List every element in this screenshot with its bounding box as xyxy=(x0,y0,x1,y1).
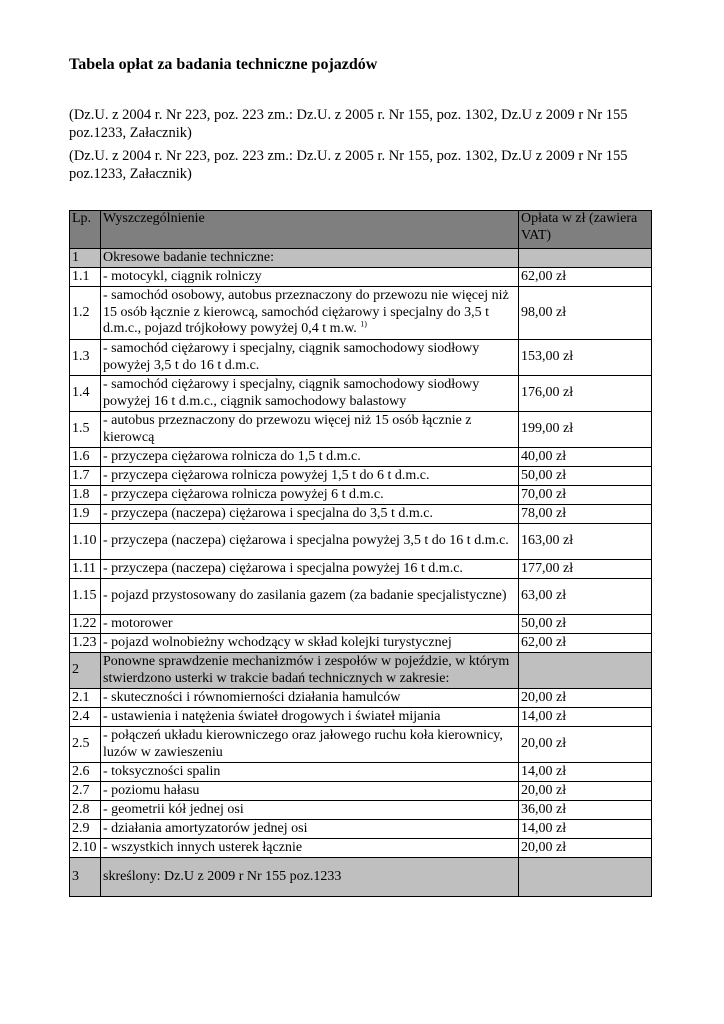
row-lp: 1.22 xyxy=(70,615,101,634)
table-row xyxy=(70,448,652,467)
row-fee: 20,00 zł xyxy=(519,782,652,801)
table-row xyxy=(70,689,652,708)
row-lp: 2.4 xyxy=(70,708,101,727)
row-fee: 36,00 zł xyxy=(519,801,652,820)
table-row xyxy=(70,782,652,801)
row-description: - geometrii kół jednej osi xyxy=(101,801,519,820)
row-fee: 20,00 zł xyxy=(519,839,652,858)
row-description: skreślony: Dz.U z 2009 r Nr 155 poz.1233 xyxy=(101,858,519,897)
row-description xyxy=(101,287,519,340)
row-lp: 1.7 xyxy=(70,467,101,486)
row-fee: 78,00 zł xyxy=(519,505,652,524)
row-fee: 62,00 zł xyxy=(519,634,652,653)
row-description: - przyczepa ciężarowa rolnicza powyżej 6 t d.m.c. xyxy=(101,486,519,505)
row-fee: 98,00 zł xyxy=(519,287,652,340)
row-fee: 40,00 zł xyxy=(519,448,652,467)
section-row xyxy=(70,653,652,689)
row-fee: 50,00 zł xyxy=(519,615,652,634)
row-lp: 2.9 xyxy=(70,820,101,839)
row-description: - przyczepa ciężarowa rolnicza powyżej 1,5 t do 6 t d.m.c. xyxy=(101,467,519,486)
row-description: - toksyczności spalin xyxy=(101,763,519,782)
table-row xyxy=(70,708,652,727)
row-fee: 20,00 zł xyxy=(519,689,652,708)
row-lp: 1.3 xyxy=(70,340,101,376)
row-lp: 2 xyxy=(70,653,101,689)
table-row xyxy=(70,340,652,376)
row-lp: 2.7 xyxy=(70,782,101,801)
table-row xyxy=(70,486,652,505)
table-row xyxy=(70,801,652,820)
row-description: - połączeń układu kierowniczego oraz jałowego ruchu koła kierownicy, luzów w zawieszeniu xyxy=(101,727,519,763)
table-row xyxy=(70,524,652,560)
row-description: - pojazd wolnobieżny wchodzący w skład kolejki turystycznej xyxy=(101,634,519,653)
row-lp: 1.23 xyxy=(70,634,101,653)
table-header-row xyxy=(70,211,652,249)
row-fee: 153,00 zł xyxy=(519,340,652,376)
row-description-text: - samochód osobowy, autobus przeznaczony do przewozu nie więcej niż 15 osób łącznie z kierowcą, samochód ciężarowy i specjalny do 3,5 t d.m.c., pojazd trójkołowy powyżej 0,4 t m.w. xyxy=(103,288,509,337)
table-row xyxy=(70,839,652,858)
legal-reference: (Dz.U. z 2004 r. Nr 223, poz. 223 zm.: Dz.U. z 2005 r. Nr 155, poz. 1302, Dz.U z 2009 r Nr 155 poz.1233, Załacznik) xyxy=(69,107,628,141)
row-lp: 1.11 xyxy=(70,560,101,579)
section-row xyxy=(70,249,652,268)
row-lp: 1 xyxy=(70,249,101,268)
row-lp: 2.8 xyxy=(70,801,101,820)
footnote-mark: 1) xyxy=(360,319,367,329)
table-row xyxy=(70,763,652,782)
row-lp: 1.4 xyxy=(70,376,101,412)
row-fee: 20,00 zł xyxy=(519,727,652,763)
row-description: - pojazd przystosowany do zasilania gazem (za badanie specjalistyczne) xyxy=(101,579,519,615)
row-description: - przyczepa (naczepa) ciężarowa i specjalna do 3,5 t d.m.c. xyxy=(101,505,519,524)
row-lp: 2.1 xyxy=(70,689,101,708)
row-description: - autobus przeznaczony do przewozu więcej niż 15 osób łącznie z kierowcą xyxy=(101,412,519,448)
row-lp: 2.5 xyxy=(70,727,101,763)
row-lp: 1.9 xyxy=(70,505,101,524)
row-fee: 199,00 zł xyxy=(519,412,652,448)
row-lp: 1.6 xyxy=(70,448,101,467)
row-lp: 1.2 xyxy=(70,287,101,340)
table-row xyxy=(70,634,652,653)
row-description: - samochód ciężarowy i specjalny, ciągnik samochodowy siodłowy powyżej 16 t d.m.c., ciągnik samochodowy balastowy xyxy=(101,376,519,412)
header-lp: Lp. xyxy=(70,211,101,249)
table-row xyxy=(70,412,652,448)
header-description: Wyszczególnienie xyxy=(101,211,519,249)
fee-table xyxy=(69,210,652,897)
row-description: - samochód ciężarowy i specjalny, ciągnik samochodowy siodłowy powyżej 3,5 t do 16 t d.m.c. xyxy=(101,340,519,376)
row-description: - ustawienia i natężenia świateł drogowych i świateł mijania xyxy=(101,708,519,727)
table-row xyxy=(70,467,652,486)
row-lp: 3 xyxy=(70,858,101,897)
table-row xyxy=(70,505,652,524)
row-fee: 63,00 zł xyxy=(519,579,652,615)
row-lp: 1.15 xyxy=(70,579,101,615)
row-lp: 1.5 xyxy=(70,412,101,448)
row-lp: 2.6 xyxy=(70,763,101,782)
row-lp: 1.8 xyxy=(70,486,101,505)
table-row xyxy=(70,560,652,579)
row-fee: 14,00 zł xyxy=(519,763,652,782)
row-fee: 14,00 zł xyxy=(519,708,652,727)
row-lp: 1.10 xyxy=(70,524,101,560)
row-fee xyxy=(519,249,652,268)
row-description: - poziomu hałasu xyxy=(101,782,519,801)
header-fee: Opłata w zł (zawiera VAT) xyxy=(519,211,652,249)
table-row xyxy=(70,615,652,634)
row-description: - przyczepa ciężarowa rolnicza do 1,5 t d.m.c. xyxy=(101,448,519,467)
row-description: Okresowe badanie techniczne: xyxy=(101,249,519,268)
table-row xyxy=(70,579,652,615)
table-row xyxy=(70,268,652,287)
row-fee xyxy=(519,653,652,689)
row-description: Ponowne sprawdzenie mechanizmów i zespołów w pojeździe, w którym stwierdzono usterki w trakcie badań technicznych w zakresie: xyxy=(101,653,519,689)
row-description: - skuteczności i równomierności działania hamulców xyxy=(101,689,519,708)
row-fee: 176,00 zł xyxy=(519,376,652,412)
row-description: - motocykl, ciągnik rolniczy xyxy=(101,268,519,287)
table-row xyxy=(70,376,652,412)
row-fee xyxy=(519,858,652,897)
row-description: - przyczepa (naczepa) ciężarowa i specjalna powyżej 3,5 t do 16 t d.m.c. xyxy=(101,524,519,560)
legal-reference: (Dz.U. z 2004 r. Nr 223, poz. 223 zm.: Dz.U. z 2005 r. Nr 155, poz. 1302, Dz.U z 2009 r Nr 155 poz.1233, Załacznik) xyxy=(69,148,628,182)
row-lp: 1.1 xyxy=(70,268,101,287)
row-fee: 163,00 zł xyxy=(519,524,652,560)
section-row xyxy=(70,858,652,897)
table-row xyxy=(70,287,652,340)
row-description: - wszystkich innych usterek łącznie xyxy=(101,839,519,858)
document-title: Tabela opłat za badania techniczne pojazdów xyxy=(69,56,378,73)
row-fee: 70,00 zł xyxy=(519,486,652,505)
row-fee: 177,00 zł xyxy=(519,560,652,579)
row-fee: 50,00 zł xyxy=(519,467,652,486)
table-row xyxy=(70,727,652,763)
row-lp: 2.10 xyxy=(70,839,101,858)
table-row xyxy=(70,820,652,839)
row-description: - przyczepa (naczepa) ciężarowa i specjalna powyżej 16 t d.m.c. xyxy=(101,560,519,579)
row-fee: 62,00 zł xyxy=(519,268,652,287)
row-fee: 14,00 zł xyxy=(519,820,652,839)
row-description: - działania amortyzatorów jednej osi xyxy=(101,820,519,839)
row-description: - motorower xyxy=(101,615,519,634)
